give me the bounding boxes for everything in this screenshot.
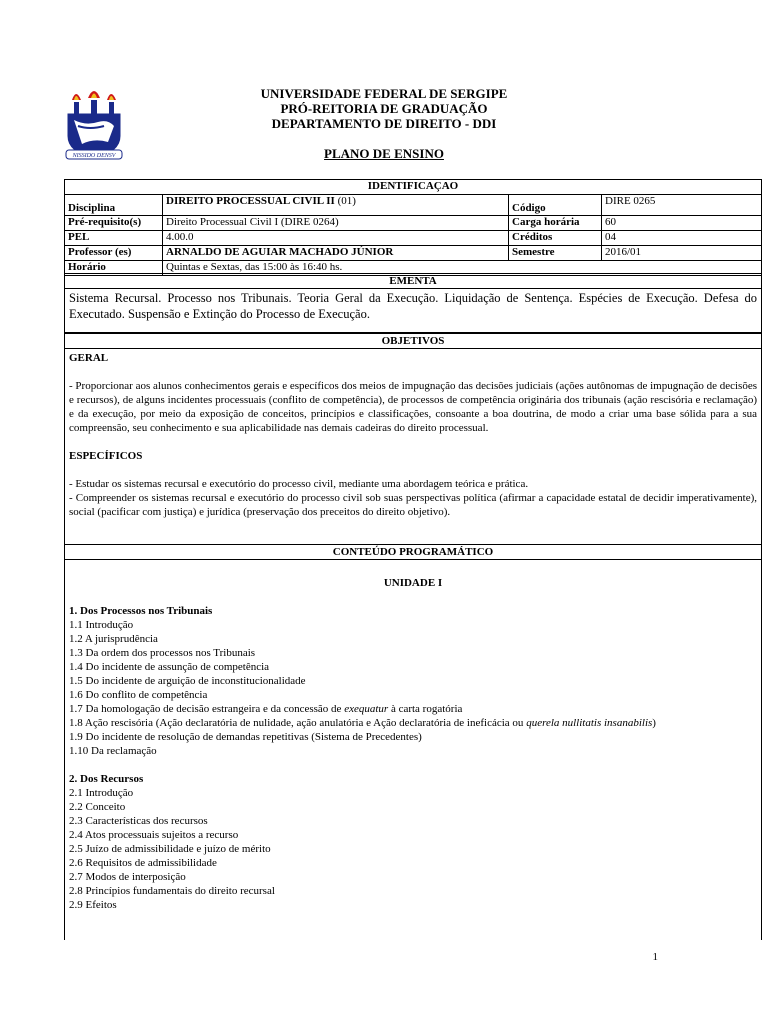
list-item: 2.7 Modos de interposição bbox=[69, 871, 186, 883]
department-name: DEPARTAMENTO DE DIREITO - DDI bbox=[271, 116, 497, 131]
list-item: 1.9 Do incidente de resolução de demandas repetitivas (Sistema de Precedentes) bbox=[69, 731, 422, 743]
list-item: 2.9 Efeitos bbox=[69, 899, 117, 911]
codigo-value: DIRE 0265 bbox=[602, 195, 762, 216]
list-item: 1.6 Do conflito de competência bbox=[69, 689, 208, 701]
geral-heading: GERAL bbox=[69, 352, 109, 364]
ementa-section bbox=[64, 273, 762, 333]
prereq-value: Direito Processual Civil I (DIRE 0264) bbox=[163, 216, 509, 231]
list-item: 2.4 Atos processuais sujeitos a recurso bbox=[69, 829, 239, 841]
list-item: 1.10 Da reclamação bbox=[69, 745, 157, 757]
pel-label: PEL bbox=[65, 231, 163, 246]
document-title: PLANO DE ENSINO bbox=[324, 146, 444, 161]
list-item: 2.1 Introdução bbox=[69, 787, 134, 799]
carga-value: 60 bbox=[602, 216, 762, 231]
section-1-title: 1. Dos Processos nos Tribunais bbox=[69, 605, 213, 617]
semestre-label: Semestre bbox=[509, 246, 602, 261]
semestre-value: 2016/01 bbox=[602, 246, 762, 261]
ementa-text: Sistema Recursal. Processo nos Tribunais. Teoria Geral da Execução. Liquidação de Sentença. Espécies de Execução. Defesa do Executado. Suspensão e Extinção do Processo de Execução. bbox=[69, 291, 757, 321]
especificos-heading: ESPECÍFICOS bbox=[69, 450, 143, 462]
objetivos-section bbox=[64, 333, 762, 545]
especificos-item: - Compreender os sistemas recursal e executório do processo civil sob suas perspectivas política (afirmar a capacidade estatal de decidir imperativamente), social (pacificar com justiça) e jurídica (preservação dos preceitos do direito objetivo). bbox=[69, 492, 757, 518]
list-item: 2.5 Juízo de admissibilidade e juízo de mérito bbox=[69, 843, 271, 855]
list-item: 1.1 Introdução bbox=[69, 619, 134, 631]
list-item: 2.3 Características dos recursos bbox=[69, 815, 208, 827]
svg-text:NISSIDO DENSV: NISSIDO DENSV bbox=[72, 153, 116, 159]
carga-label: Carga horária bbox=[509, 216, 602, 231]
list-item: 1.8 Ação rescisória (Ação declaratória de nulidade, ação anulatória e Ação declaratória de ineficácia ou querela nullitatis insanabilis) bbox=[69, 717, 656, 729]
list-item: 1.2 A jurisprudência bbox=[69, 633, 158, 645]
disciplina-value: DIREITO PROCESSUAL CIVIL II (01) bbox=[163, 195, 509, 216]
ementa-heading: EMENTA bbox=[65, 274, 761, 289]
page-number: 1 bbox=[652, 951, 658, 963]
objetivos-heading: OBJETIVOS bbox=[65, 334, 761, 349]
list-item: 1.3 Da ordem dos processos nos Tribunais bbox=[69, 647, 256, 659]
unidade-heading: UNIDADE I bbox=[383, 577, 443, 589]
codigo-label: Código bbox=[509, 195, 602, 216]
pel-value: 4.00.0 bbox=[163, 231, 509, 246]
prereq-label: Pré-requisito(s) bbox=[65, 216, 163, 231]
creditos-value: 04 bbox=[602, 231, 762, 246]
list-item: 2.6 Requisitos de admissibilidade bbox=[69, 857, 217, 869]
list-item: 2.2 Conceito bbox=[69, 801, 126, 813]
list-item: 1.4 Do incidente de assunção de competência bbox=[69, 661, 270, 673]
creditos-label: Créditos bbox=[509, 231, 602, 246]
conteudo-section bbox=[64, 544, 762, 940]
professor-value: ARNALDO DE AGUIAR MACHADO JÚNIOR bbox=[163, 246, 509, 261]
list-item: 1.5 Do incidente de arguição de inconstitucionalidade bbox=[69, 675, 306, 687]
horario-label: Horário bbox=[65, 261, 163, 276]
identificacao-table bbox=[64, 179, 762, 276]
especificos-item: - Estudar os sistemas recursal e executório do processo civil, mediante uma abordagem teórica e prática. bbox=[69, 478, 529, 490]
conteudo-heading: CONTEÚDO PROGRAMÁTICO bbox=[65, 545, 761, 560]
list-item: 1.7 Da homologação de decisão estrangeira e da concessão de exequatur à carta rogatória bbox=[69, 703, 463, 715]
pro-reitoria-name: PRÓ-REITORIA DE GRADUAÇÃO bbox=[280, 101, 488, 116]
disciplina-label: Disciplina bbox=[65, 195, 163, 216]
section-2-title: 2. Dos Recursos bbox=[69, 773, 144, 785]
professor-label: Professor (es) bbox=[65, 246, 163, 261]
horario-value: Quintas e Sextas, das 15:00 às 16:40 hs. bbox=[163, 261, 762, 276]
university-name: UNIVERSIDADE FEDERAL DE SERGIPE bbox=[260, 86, 508, 101]
geral-paragraph: - Proporcionar aos alunos conhecimentos gerais e específicos dos meios de impugnação das decisões judiciais (ações autônomas de impugnação de decisões e recursos), de alguns incidentes processuais (conflito de competência), de processos de competência originária dos tribunais (ação rescisória e reclamação) e da execução, por meio da exposição de conceitos, princípios e classificações, consoante a boa doutrina, de modo a criar uma base sólida para a sua compreensão, seu conhecimento e sua aplicabilidade nas demais cadeiras do direito processual. bbox=[69, 380, 757, 434]
identificacao-heading: IDENTIFICAÇAO bbox=[65, 180, 762, 195]
list-item: 2.8 Princípios fundamentais do direito recursal bbox=[69, 885, 275, 897]
